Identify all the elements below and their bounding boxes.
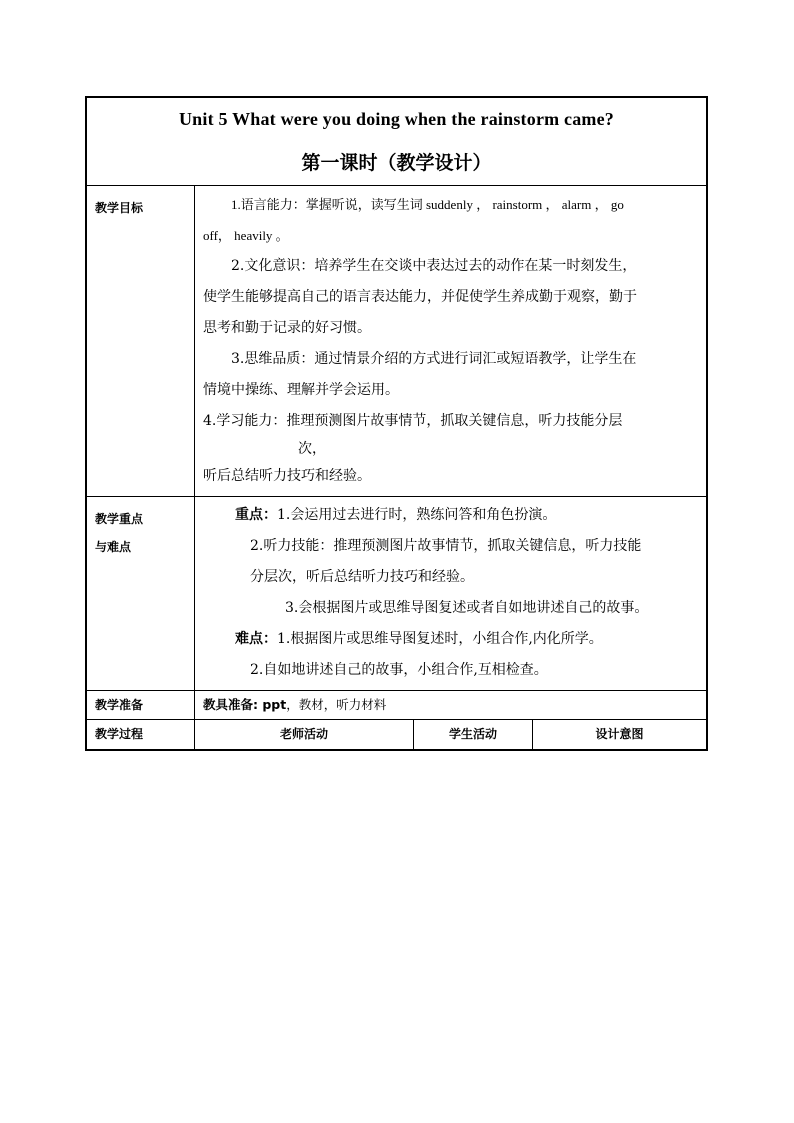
table-header (87, 98, 706, 186)
objective-line: 4.学习能力：推理预测图片故事情节，抓取关键信息，听力技能分层 (203, 413, 623, 429)
key-points-row (87, 497, 706, 691)
zhongdian-label: 重点： (235, 507, 277, 523)
nandian-label: 难点： (235, 631, 277, 647)
key-points-content (195, 497, 706, 690)
preparation-label: 教学准备 (87, 691, 195, 719)
difficulty-line: 2.自如地讲述自己的故事，小组合作,互相检查。 (250, 662, 548, 678)
process-columns (195, 720, 706, 749)
teacher-activity-header: 老师活动 (195, 720, 414, 749)
tools-label: 教具准备: ppt (203, 697, 287, 712)
key-point-line: 分层次，听后总结听力技巧和经验。 (250, 569, 474, 585)
key-point-line: 重点：1.会运用过去进行时，熟练问答和角色扮演。 (235, 507, 557, 523)
preparation-row (87, 691, 706, 720)
process-label: 教学过程 (87, 720, 195, 749)
objectives-content (195, 186, 706, 496)
objective-line: off， heavily 。 (203, 228, 289, 243)
objective-line: 1.语言能力：掌握听说，读写生词 suddenly ， rainstorm ， alarm ， go (231, 197, 624, 212)
objective-line: 3.思维品质：通过情景介绍的方式进行词汇或短语教学，让学生在 (231, 351, 637, 367)
objective-line: 使学生能够提高自己的语言表达能力，并促使学生养成勤于观察，勤于 (203, 289, 637, 305)
objective-line: 次， (298, 441, 326, 457)
preparation-content (195, 691, 706, 719)
unit-title: Unit 5 What were you doing when the rainstorm came? (178, 109, 615, 129)
objectives-row (87, 186, 706, 497)
objective-line: 听后总结听力技巧和经验。 (203, 468, 371, 484)
student-activity-header: 学生活动 (414, 720, 533, 749)
key-points-label: 教学重点 与难点 (87, 497, 195, 690)
objectives-label: 教学目标 (87, 186, 195, 496)
preparation-line: 教具准备: ppt，教材，听力材料 (203, 697, 387, 712)
objective-line: 思考和勤于记录的好习惯。 (203, 320, 371, 336)
design-intent-header: 设计意图 (595, 727, 644, 741)
objective-line: 2.文化意识：培养学生在交谈中表达过去的动作在某一时刻发生， (231, 258, 637, 274)
key-point-line: 3.会根据图片或思维导图复述或者自如地讲述自己的故事。 (285, 600, 649, 616)
process-row (87, 720, 706, 749)
key-point-line: 2.听力技能：推理预测图片故事情节，抓取关键信息，听力技能 (250, 538, 642, 554)
lesson-title: 第一课时（教学设计） (301, 152, 492, 174)
objective-line: 情境中操练、理解并学会运用。 (203, 382, 399, 398)
lesson-plan-table (85, 96, 708, 751)
difficulty-line: 难点：1.根据图片或思维导图复述时，小组合作,内化所学。 (235, 631, 603, 647)
